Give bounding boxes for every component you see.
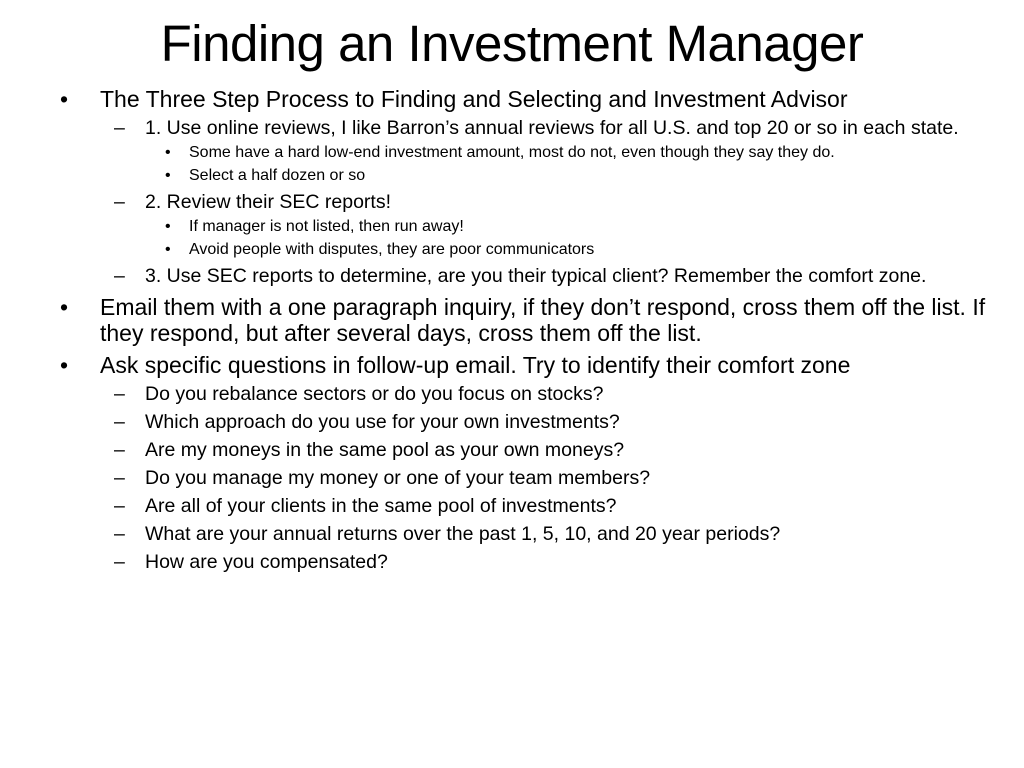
bullet-item-email-inquiry	[60, 294, 1005, 346]
question-item	[60, 438, 1005, 462]
sub-sub-item-text: Some have a hard low-end investment amount, most do not, even though they say they do.	[189, 144, 835, 161]
sub-sub-item-not-listed	[60, 217, 1005, 237]
sub-item-step-1	[60, 116, 1005, 140]
question-text: Which approach do you use for your own investments?	[145, 411, 620, 433]
bullet-marker: •	[60, 86, 69, 112]
sub-sub-item-half-dozen	[60, 166, 1005, 186]
dash-marker: –	[114, 117, 125, 139]
bullet-marker: •	[165, 167, 171, 184]
bullet-text: Ask specific questions in follow-up email. Try to identify their comfort zone	[100, 352, 851, 378]
question-item	[60, 382, 1005, 406]
sub-item-step-2	[60, 190, 1005, 214]
question-text: Are all of your clients in the same pool of investments?	[145, 495, 617, 517]
bullet-text: The Three Step Process to Finding and Selecting and Investment Advisor	[100, 86, 848, 112]
bullet-marker: •	[60, 294, 69, 320]
sub-item-step-3	[60, 264, 1005, 288]
dash-marker: –	[114, 265, 125, 287]
sub-sub-item-disputes	[60, 240, 1005, 260]
slide-title: Finding an Investment Manager	[160, 15, 864, 72]
question-text: Are my moneys in the same pool as your own moneys?	[145, 439, 625, 461]
dash-marker: –	[114, 495, 125, 517]
bullet-text: Email them with a one paragraph inquiry, if they don’t respond, cross them off the list. If they respond, but after several days, cross them off the list.	[100, 294, 986, 346]
sub-sub-item-text: Select a half dozen or so	[189, 167, 366, 184]
dash-marker: –	[114, 439, 125, 461]
slide-body-list	[60, 86, 1005, 574]
sub-sub-item-text: If manager is not listed, then run away!	[189, 218, 464, 235]
question-item	[60, 522, 1005, 546]
bullet-item-three-step-process	[60, 86, 1005, 112]
question-item	[60, 410, 1005, 434]
question-text: How are you compensated?	[145, 551, 388, 573]
bullet-marker: •	[165, 241, 171, 258]
question-item	[60, 466, 1005, 490]
bullet-item-ask-questions	[60, 352, 1005, 378]
sub-sub-item-low-end-amount	[60, 143, 1005, 163]
bullet-marker: •	[165, 144, 171, 161]
bullet-marker: •	[165, 218, 171, 235]
dash-marker: –	[114, 523, 125, 545]
question-item	[60, 494, 1005, 518]
question-text: Do you rebalance sectors or do you focus on stocks?	[145, 383, 604, 405]
dash-marker: –	[114, 551, 125, 573]
question-text: What are your annual returns over the past 1, 5, 10, and 20 year periods?	[145, 523, 781, 545]
dash-marker: –	[114, 191, 125, 213]
sub-item-text: 2. Review their SEC reports!	[145, 191, 392, 213]
dash-marker: –	[114, 467, 125, 489]
question-text: Do you manage my money or one of your team members?	[145, 467, 651, 489]
sub-item-text: 3. Use SEC reports to determine, are you their typical client? Remember the comfort zone.	[145, 265, 927, 287]
dash-marker: –	[114, 383, 125, 405]
dash-marker: –	[114, 411, 125, 433]
question-item	[60, 550, 1005, 574]
sub-sub-item-text: Avoid people with disputes, they are poor communicators	[189, 241, 595, 258]
bullet-marker: •	[60, 352, 69, 378]
sub-item-text: 1. Use online reviews, I like Barron’s annual reviews for all U.S. and top 20 or so in each state.	[145, 117, 959, 139]
